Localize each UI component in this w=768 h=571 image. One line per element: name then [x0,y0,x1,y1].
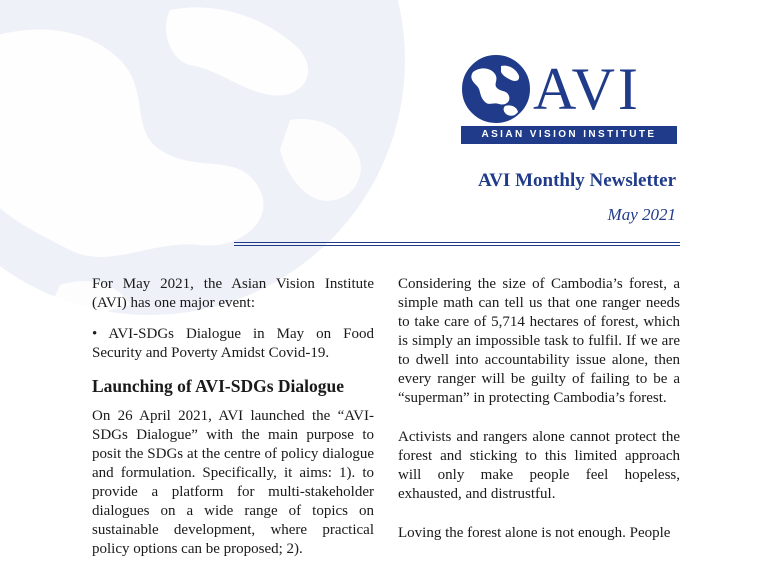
header-divider [234,242,680,246]
section-heading: Launching of AVI-SDGs Dialogue [92,376,345,396]
logo-tagline: ASIAN VISION INSTITUTE [461,126,677,144]
intro-paragraph: For May 2021, the Asian Vision Institute (AVI) has one major event: [92,276,374,311]
globe-logo-icon [461,54,531,124]
event-bullet: • AVI-SDGs Dialogue in May on Food Security and Poverty Amidst Covid-19. [92,326,374,361]
forest-paragraph-1: Considering the size of Cambodia’s forest, a simple math can tell us that one ranger needs to take care of 5,714 hectares of forest, which is simply an impossible task to fulfil. If we are to dwell into accountability issue alone, then every ranger will be guilty of failing to be a “superman” in protecting Cambodia’s forest. [398,276,680,406]
newsletter-date: May 2021 [607,205,676,224]
left-column [92,275,374,571]
right-column [398,275,680,555]
forest-paragraph-3: Loving the forest alone is not enough. People [398,525,671,541]
avi-logo [461,54,677,144]
body-paragraph: On 26 April 2021, AVI launched the “AVI-SDGs Dialogue” with the main purpose to posit the SDGs at the centre of policy dialogue and formulation. Specifically, it aims: 1). to provide a platform for multi-stakeholder dialogues on a wide range of topics on sustainable development, where practical policy options can be proposed; 2). [92,408,374,557]
logo-wordmark: AVI [533,56,641,122]
newsletter-title: AVI Monthly Newsletter [477,170,676,191]
forest-paragraph-2: Activists and rangers alone cannot protect the forest and sticking to this limited approach will only make people feel hopeless, exhausted, and distrustful. [398,429,680,502]
